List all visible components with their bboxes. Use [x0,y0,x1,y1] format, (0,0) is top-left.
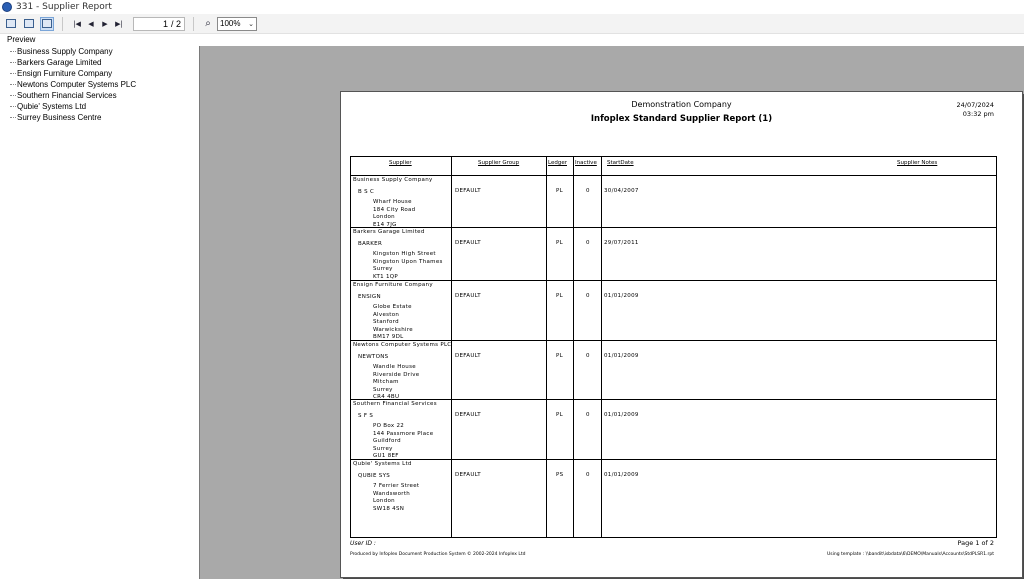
supplier-code: NEWTONS [358,354,389,360]
report-table [350,156,997,538]
address-line: Guildford [373,438,401,445]
address-line: London [373,498,395,505]
address-line: BM17 9DL [373,334,404,341]
table-row [351,460,996,539]
supplier-address [373,304,413,342]
tree-item[interactable]: Southern Financial Services [3,90,197,101]
supplier-code: B S C [358,189,375,195]
address-line: PO Box 22 [373,423,405,429]
table-row [351,281,996,341]
column-header-supplier: Supplier [389,160,412,166]
user-id-label: User ID : [350,540,376,547]
address-line: Mitcham [373,379,399,386]
address-line: SW18 4SN [373,505,405,512]
supplier-code: BARKER [358,241,383,247]
last-page-icon[interactable]: ▶| [115,19,123,28]
address-line: KT1 1QP [373,273,399,280]
supplier-address [373,483,419,513]
table-header [351,157,996,176]
column-header-group: Supplier Group [478,160,520,166]
supplier-address [373,423,433,461]
tree-item[interactable]: Surrey Business Centre [3,112,197,123]
table-row [351,400,996,460]
address-line: 144 Passmore Place [373,430,434,437]
print-icon[interactable] [4,17,18,31]
supplier-start-date: 29/07/2011 [604,240,639,246]
tree-item[interactable]: Barkers Garage Limited [3,57,197,68]
address-line: Wandle House [373,364,416,370]
supplier-inactive: 0 [586,353,590,359]
table-row [351,228,996,281]
supplier-tree [3,46,197,579]
supplier-address [373,251,443,281]
page-number-input[interactable] [133,17,185,31]
zoom-value: 100% [220,19,241,28]
tree-item[interactable]: Newtons Computer Systems PLC [3,79,197,90]
first-page-icon[interactable]: |◀ [73,19,81,28]
address-line: Riverside Drive [373,371,420,378]
supplier-inactive: 0 [586,412,590,418]
supplier-code: ENSIGN [358,294,381,300]
address-line: London [373,214,395,221]
address-line: 7 Ferrier Street [373,483,420,489]
column-header-ledger: Ledger [548,160,567,166]
supplier-start-date: 30/04/2007 [604,188,639,194]
supplier-inactive: 0 [586,188,590,194]
supplier-name: Qubie' Systems Ltd [353,461,412,467]
table-row [351,176,996,228]
supplier-start-date: 01/01/2009 [604,472,639,478]
page-current: 1 [162,18,168,29]
address-line: Kingston High Street [373,251,436,257]
supplier-code: S F S [358,413,374,419]
previous-page-icon[interactable]: ◀ [88,19,94,28]
next-page-icon[interactable]: ▶ [102,19,108,28]
address-line: Surrey [373,445,393,452]
address-line: Kingston Upon Thames [373,258,443,265]
supplier-group: DEFAULT [455,188,481,194]
supplier-ledger: PL [556,240,563,246]
chevron-down-icon: ⌄ [248,20,254,28]
report-page [340,91,1023,578]
address-line: Wandsworth [373,490,411,497]
template-path-footer: Using template : \\bandit\isbdata\6\DEMO\Manuals\Accounts\StdPLSR1.rpt [826,552,994,557]
address-line: 184 City Road [373,206,416,213]
address-line: Stanford [373,319,399,326]
tree-item[interactable]: Business Supply Company [3,46,197,57]
supplier-inactive: 0 [586,240,590,246]
app-icon [2,2,12,12]
supplier-name: Business Supply Company [353,177,433,183]
supplier-address [373,199,415,229]
address-line: E14 7JG [373,221,397,228]
column-header-start-date: StartDate [607,160,634,166]
supplier-start-date: 01/01/2009 [604,293,639,299]
address-line: Wharf House [373,199,412,205]
toolbar [0,14,1024,34]
supplier-group: DEFAULT [455,412,481,418]
preview-pane[interactable] [199,46,1024,579]
address-line: Alveston [373,311,400,318]
binoculars-icon[interactable]: ⌕ [205,18,211,29]
report-time: 03:32 pm [962,110,994,118]
supplier-inactive: 0 [586,472,590,478]
produced-by-footer: Produced by Infoplex Document Production System © 2002-2024 Infoplex Ltd [350,552,526,557]
address-line: Surrey [373,386,393,393]
supplier-address [373,364,419,402]
supplier-inactive: 0 [586,293,590,299]
address-line: Warwickshire [373,326,413,333]
supplier-name: Southern Financial Services [353,401,437,407]
report-date: 24/07/2024 [956,101,994,109]
supplier-group: DEFAULT [455,353,481,359]
title-bar [0,0,1024,14]
page-total: / 2 [170,18,181,29]
toggle-tree-icon[interactable] [40,17,54,31]
supplier-ledger: PS [556,472,564,478]
preview-label: Preview [7,35,36,44]
column-header-inactive: Inactive [575,160,597,166]
supplier-ledger: PL [556,293,563,299]
address-line: Surrey [373,266,393,273]
supplier-ledger: PL [556,353,563,359]
address-line: GU1 8EF [373,453,399,460]
supplier-name: Newtons Computer Systems PLC [353,342,452,348]
tree-item[interactable]: Ensign Furniture Company [3,68,197,79]
supplier-name: Ensign Furniture Company [353,282,433,288]
column-header-notes: Supplier Notes [897,160,938,166]
toolbar-separator [193,17,194,31]
supplier-group: DEFAULT [455,293,481,299]
address-line: CR4 4BU [373,394,400,401]
address-line: Globe Estate [373,304,412,310]
report-company: Demonstration Company [631,100,732,109]
supplier-group: DEFAULT [455,240,481,246]
zoom-select[interactable] [217,17,257,31]
toolbar-separator [62,17,63,31]
print-setup-icon[interactable] [22,17,36,31]
tree-item[interactable]: Qubie' Systems Ltd [3,101,197,112]
supplier-start-date: 01/01/2009 [604,353,639,359]
table-row [351,341,996,400]
report-title: Infoplex Standard Supplier Report (1) [590,114,773,124]
supplier-ledger: PL [556,412,563,418]
window-title: 331 - Supplier Report [16,2,112,12]
supplier-group: DEFAULT [455,472,481,478]
supplier-ledger: PL [556,188,563,194]
supplier-start-date: 01/01/2009 [604,412,639,418]
page-of-label: Page 1 of 2 [957,539,994,547]
supplier-name: Barkers Garage Limited [353,229,425,235]
supplier-code: QUBIE SYS [358,473,391,479]
